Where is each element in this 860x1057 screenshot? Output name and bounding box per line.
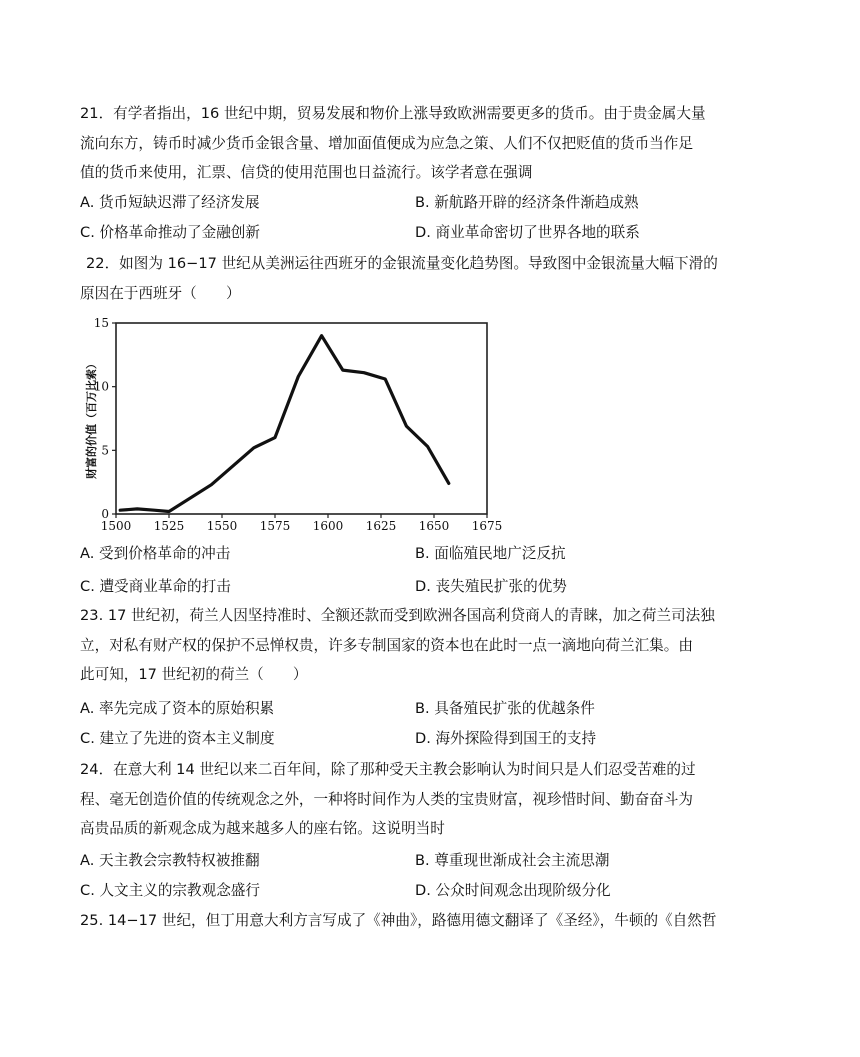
q24-line-2: 程、毫无创造价值的传统观念之外，一种将时间作为人类的宝贵财富，视珍惜时间、勤奋奋斗为 <box>80 791 693 808</box>
q22-line-2: 原因在于西班牙（ ） <box>80 285 241 302</box>
series-line <box>120 336 449 512</box>
q24-line-3: 高贵品质的新观念成为越来越多人的座右铭。这说明当时 <box>80 820 445 837</box>
x-tick-label: 1650 <box>418 519 450 533</box>
chart-plot-frame <box>116 323 487 514</box>
q25-line-1: 25. 14−17 世纪，但丁用意大利方言写成了《神曲》，路德用德文翻译了《圣经》，牛顿的《自然哲 <box>80 912 717 929</box>
q22-option-b[interactable]: B. 面临殖民地广泛反抗 <box>415 545 566 562</box>
q22-line-1: 22．如图为 16−17 世纪从美洲运往西班牙的金银流量变化趋势图。导致图中金银流量大幅下滑的 <box>86 255 718 272</box>
chart-axes <box>116 323 487 514</box>
q24-option-a[interactable]: A. 天主教会宗教特权被推翻 <box>80 852 260 869</box>
q21-option-a[interactable]: A. 货币短缺迟滞了经济发展 <box>80 194 260 211</box>
q23-line-1: 23. 17 世纪初，荷兰人因坚持准时、全额还款而受到欧洲各国高利贷商人的青睐，加之荷兰司法独 <box>80 607 715 624</box>
q21-line-2: 流向东方，铸币时减少货币金银含量、增加面值便成为应急之策、人们不仅把贬值的货币当作足 <box>80 135 693 152</box>
x-tick-label: 1525 <box>153 519 185 533</box>
q21-line-3: 值的货币来使用，汇票、信贷的使用范围也日益流行。该学者意在强调 <box>80 164 533 181</box>
y-tick-label: 0 <box>101 507 109 521</box>
q21-option-c[interactable]: C. 价格革命推动了金融创新 <box>80 224 261 241</box>
q22-option-d[interactable]: D. 丧失殖民扩张的优势 <box>415 578 567 595</box>
chart-y-axis-label: 财富的价值（百万比索） <box>85 358 98 479</box>
q23-line-3: 此可知，17 世纪初的荷兰（ ） <box>80 666 308 683</box>
q23-option-c[interactable]: C. 建立了先进的资本主义制度 <box>80 730 275 747</box>
q21-line-1: 21．有学者指出，16 世纪中期，贸易发展和物价上涨导致欧洲需要更多的货币。由于贵金属大量 <box>80 105 706 122</box>
q21-option-d[interactable]: D. 商业革命密切了世界各地的联系 <box>415 224 640 241</box>
x-tick-label: 1550 <box>206 519 238 533</box>
chart-series <box>120 336 449 512</box>
q24-option-c[interactable]: C. 人文主义的宗教观念盛行 <box>80 882 261 899</box>
q23-option-a[interactable]: A. 率先完成了资本的原始积累 <box>80 700 275 717</box>
gold-silver-flow-chart <box>82 311 502 533</box>
q22-option-a[interactable]: A. 受到价格革命的冲击 <box>80 545 231 562</box>
q24-line-1: 24．在意大利 14 世纪以来二百年间，除了那种受天主教会影响认为时间只是人们忍受苦难的过 <box>80 761 696 778</box>
y-tick-label: 10 <box>93 379 109 394</box>
q23-line-2: 立，对私有财产权的保护不忌惮权贵，许多专制国家的资本也在此时一点一滴地向荷兰汇集。由 <box>80 637 693 654</box>
q24-option-b[interactable]: B. 尊重现世渐成社会主流思潮 <box>415 852 610 869</box>
x-tick-label: 1500 <box>100 519 132 533</box>
chart-ticks <box>94 316 502 533</box>
y-tick-label: 5 <box>101 443 109 458</box>
q24-option-d[interactable]: D. 公众时间观念出现阶级分化 <box>415 882 611 899</box>
q21-option-b[interactable]: B. 新航路开辟的经济条件渐趋成熟 <box>415 194 639 211</box>
y-tick-label: 15 <box>93 316 109 330</box>
x-tick-label: 1675 <box>471 519 502 533</box>
q23-option-d[interactable]: D. 海外探险得到国王的支持 <box>415 730 597 747</box>
x-tick-label: 1575 <box>259 519 291 533</box>
x-tick-label: 1625 <box>365 519 397 533</box>
x-tick-label: 1600 <box>312 519 344 533</box>
q23-option-b[interactable]: B. 具备殖民扩张的优越条件 <box>415 700 595 717</box>
q22-option-c[interactable]: C. 遭受商业革命的打击 <box>80 578 231 595</box>
